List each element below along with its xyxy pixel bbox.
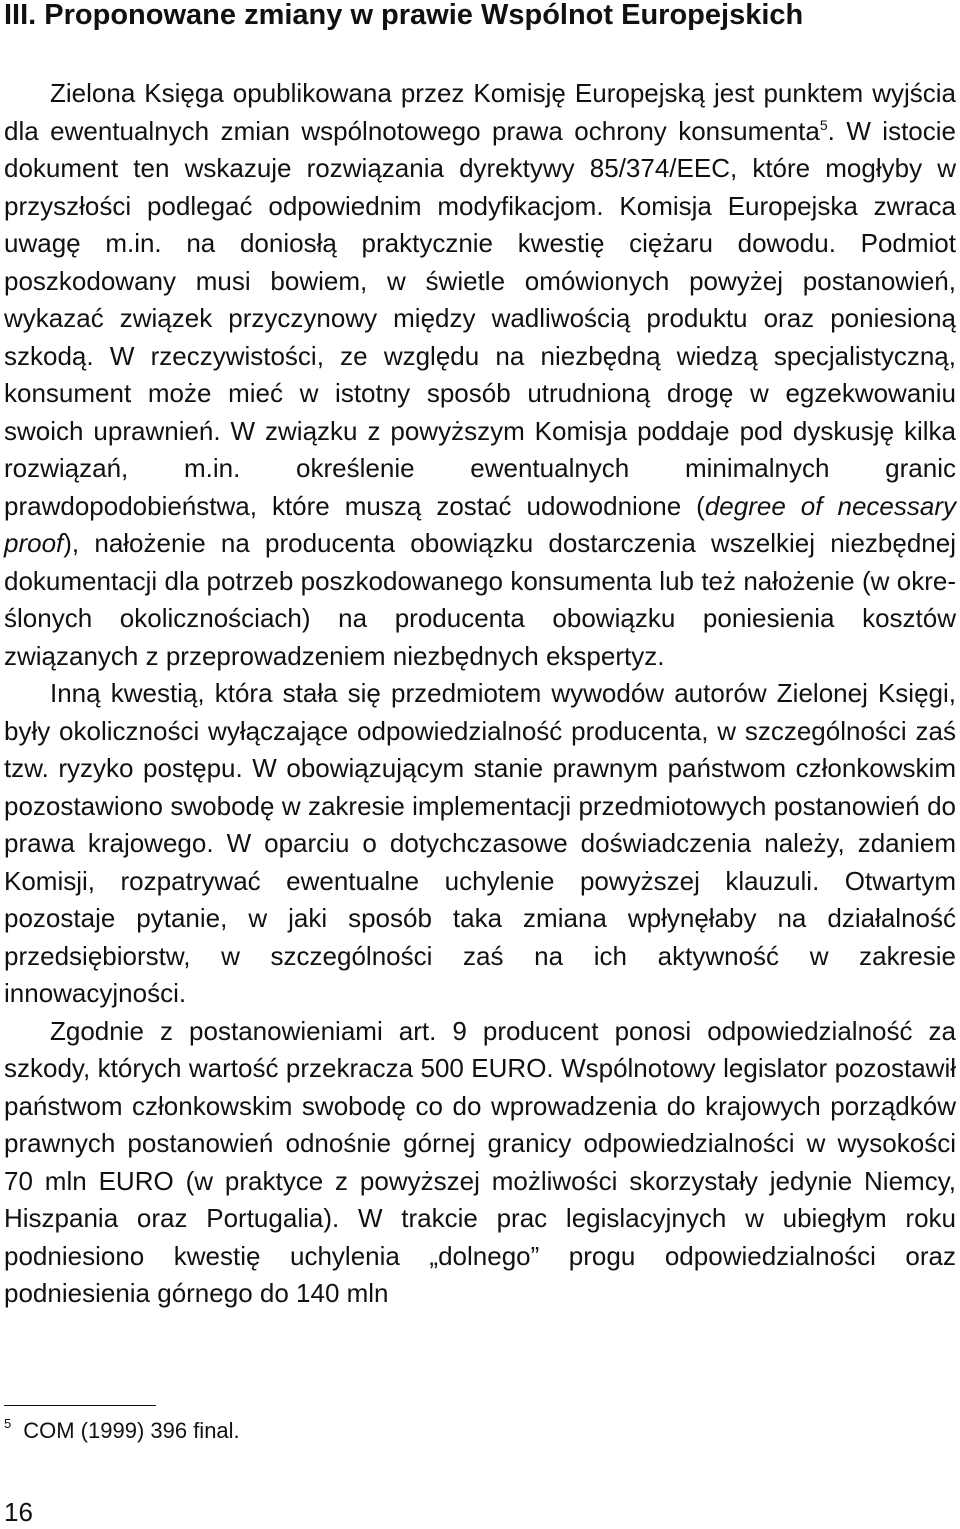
footnote-divider: [4, 1405, 156, 1406]
footnote: [4, 1416, 240, 1446]
paragraph-2: Inną kwestią, która stała się przedmiotem wywodów autorów Zielonej Księgi, były okoliczności wyłączające odpowiedzialność producenta, w szczególności zaś tzw. ryzyko postępu. W obowiązującym stanie prawnym państwom członkowskim pozostawiono swobodę w zakresie implementacji przedmiotowych postanowień do prawa krajowego. W oparciu o dotychczasowe doświadczenia należy, zdaniem Komisji, rozpatrywać ewentualne uchylenie powyższej klauzuli. Otwartym pozostaje pytanie, w jaki sposób taka zmiana wpłynęłaby na działalność przedsiębiorstw, w szczególności zaś na ich aktywność w zakresie innowacyjności.: [4, 678, 956, 1008]
paragraph-1-text-b: . W istocie dokument ten wskazuje rozwiązania dyrektywy 85/374/EEC, które mogłyby w przyszłości podlegać odpowiednim modyfikacjom. Komisja Europejska zwraca uwagę m.in. na doniosłą praktycznie kwestię ciężaru dowodu. Podmiot poszkodowany musi bowiem, w świetle omówionych powyżej postanowień, wykazać związek przyczynowy między wadliwością produktu oraz poniesioną szkodą. W rzeczywistości, ze względu na niezbędną wiedzą specjalistyczną, konsument może mieć w istotny sposób utrudnioną drogę w egzekwowaniu swoich uprawnień. W związku z powyższym Komisja poddaje pod dyskusję kilka rozwiązań, m.in. określenie ewentualnych minimalnych granic prawdopodobieństwa, które muszą zostać udowodnione (: [4, 115, 956, 521]
footnote-reference: 5: [819, 116, 828, 133]
paragraph-3: Zgodnie z postanowieniami art. 9 producent ponosi odpowiedzialność za szkody, których wartość przekracza 500 EURO. Wspólnotowy legislator pozostawił państwom członkowskim swobodę co do wprowadzenia do krajowych porządków prawnych postanowień odnośnie górnej granicy odpowiedzialności w wysokości 70 mln EURO (w praktyce z powyższej możliwości skorzystały jedynie Niemcy, Hiszpania oraz Portugalia). W trakcie prac legislacyjnych w ubiegłym roku podniesiono kwestię uchylenia „dolnego” progu odpowiedzialności oraz podniesienia górnego do 140 mln: [4, 1015, 956, 1308]
body-text: [4, 75, 956, 1313]
paragraph-1: [4, 75, 956, 675]
section-heading: III. Proponowane zmiany w prawie Wspólnot Europejskich: [4, 0, 804, 31]
footnote-text: COM (1999) 396 final.: [23, 1418, 240, 1443]
paragraph-1-text-a: Zielona Księga opublikowana przez Komisję Europejską jest punktem wyjścia dla ewentualnych zmian wspólnotowego prawa ochrony konsumenta: [4, 78, 956, 146]
footnote-mark: 5: [4, 1416, 12, 1431]
paragraph-1-text-c: ), nałożenie na producenta obowiązku dostarczenia wszelkiej niezbędnej dokumentacji dla potrzeb poszkodowanego konsumenta lub też nałożenie (w określonych okolicznościach) na producenta obowiązku poniesienia kosztów związanych z przeprowadzeniem niezbędnych ekspertyz.: [4, 528, 956, 671]
italic-term: degree of necessary proof: [4, 490, 956, 558]
page-number: 16: [4, 1497, 33, 1527]
